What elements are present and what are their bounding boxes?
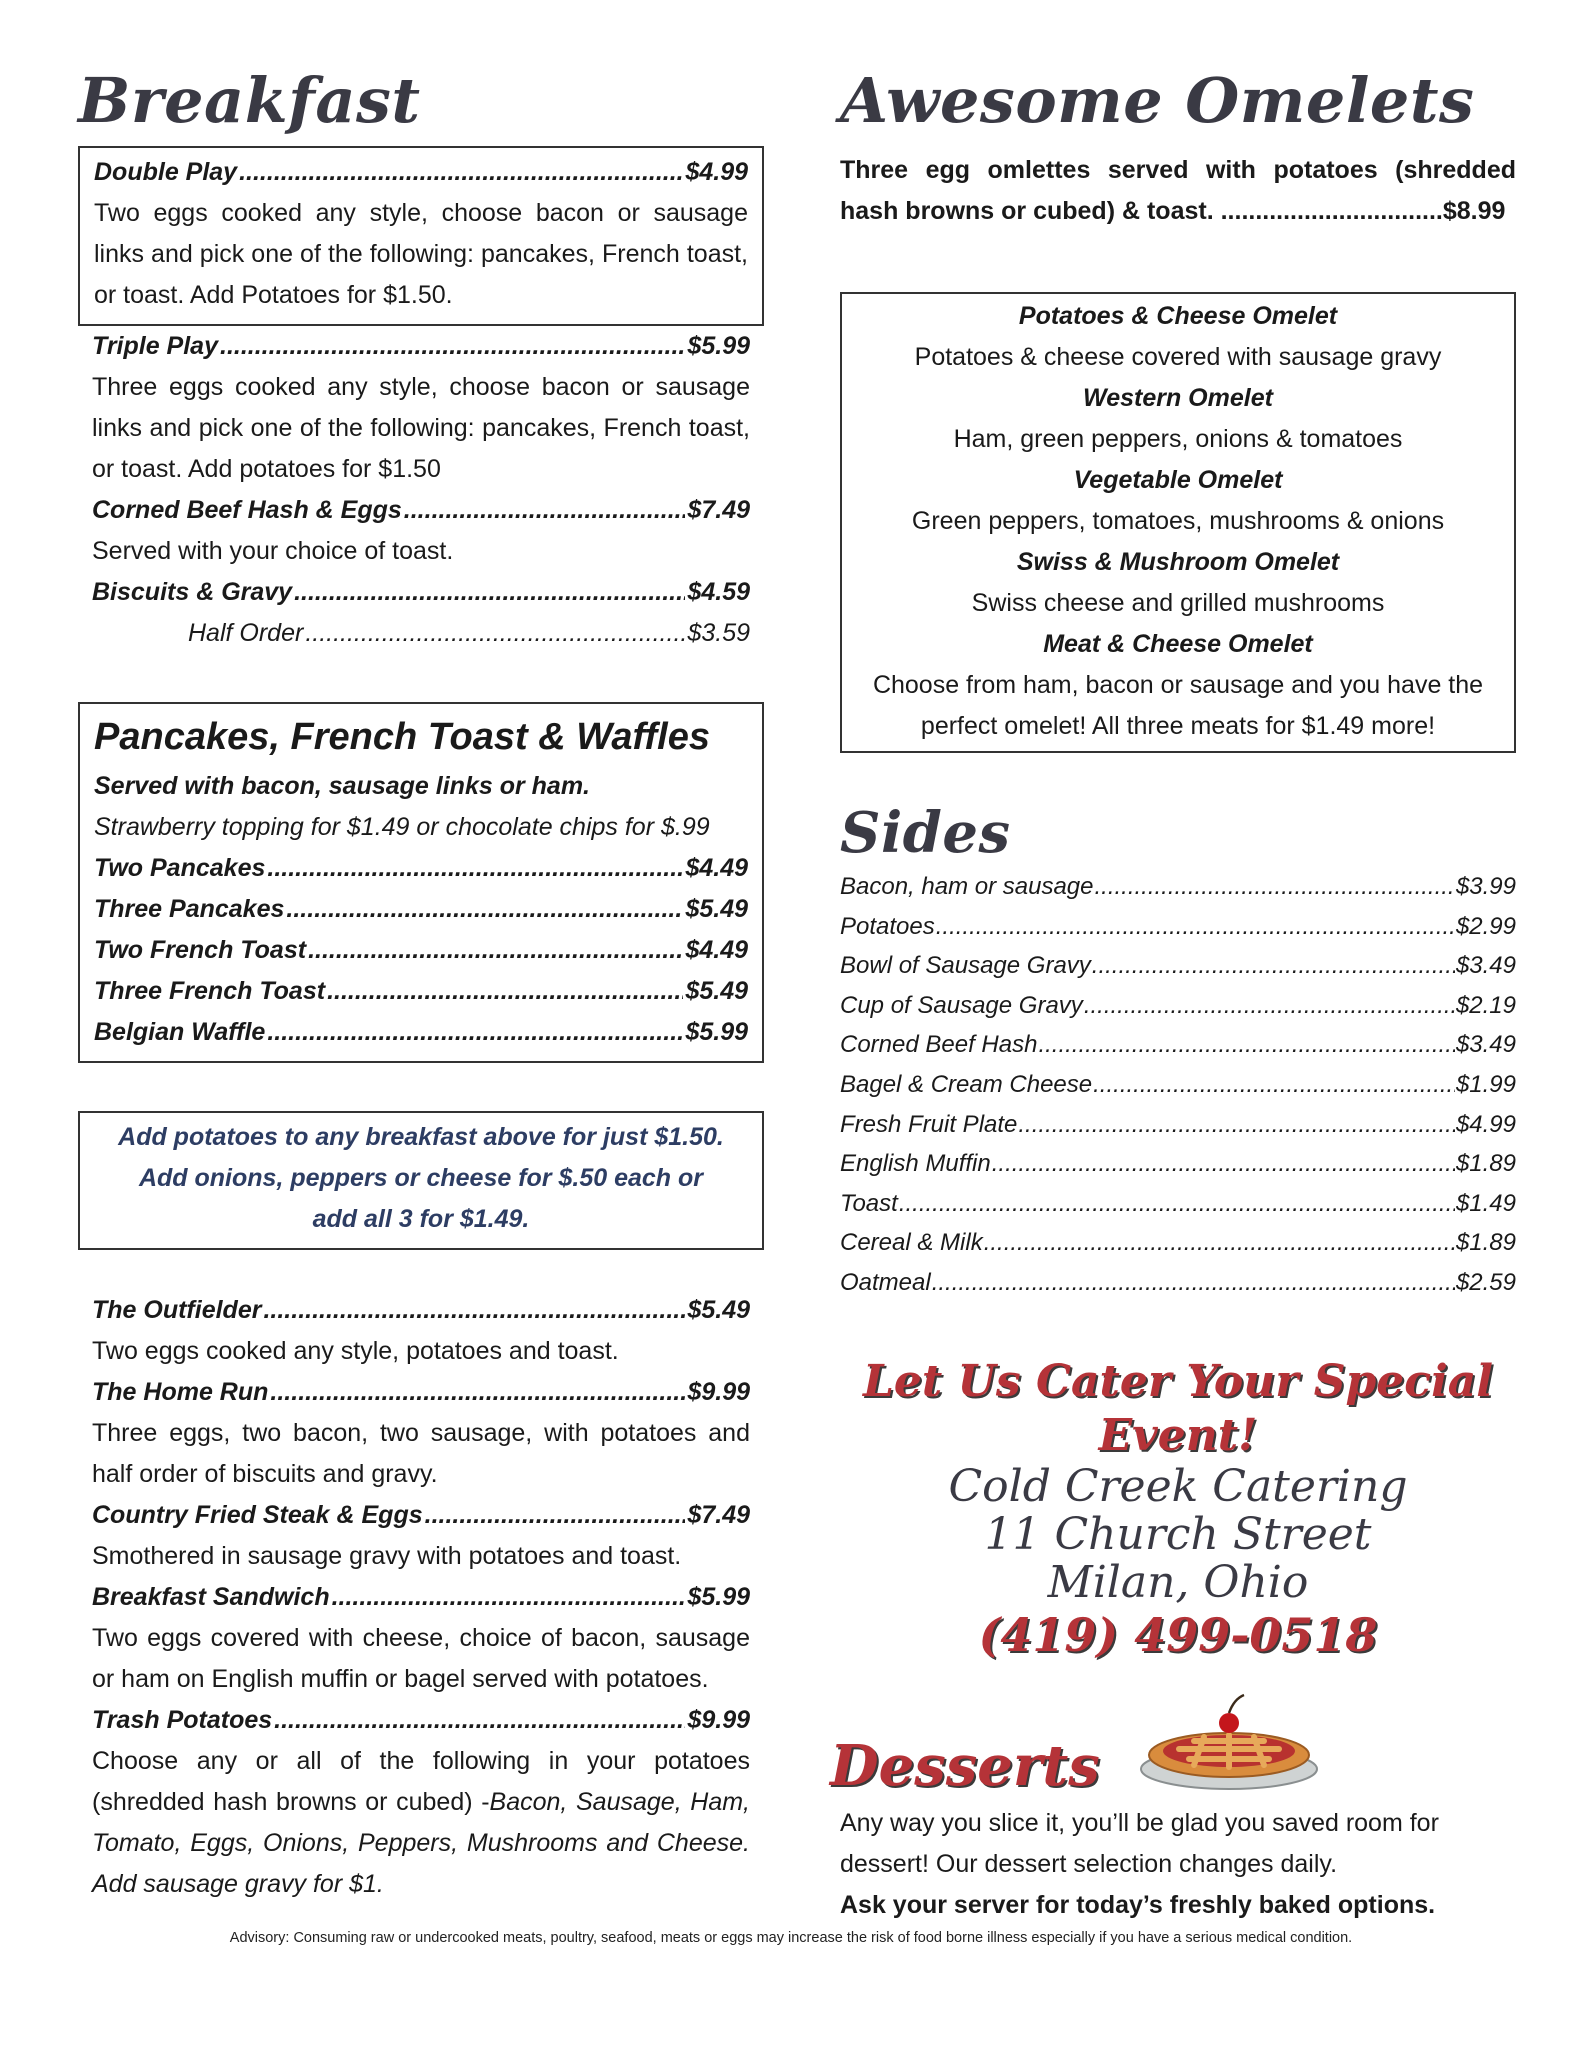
menu-item-two-french-toast bbox=[94, 930, 748, 971]
addons-line-3: add all 3 for $1.49. bbox=[312, 1205, 530, 1233]
item-price: $5.99 bbox=[687, 1583, 750, 1611]
side-price: $3.49 bbox=[1455, 1031, 1516, 1059]
side-price: $1.99 bbox=[1455, 1070, 1516, 1098]
side-name: Bagel & Cream Cheese bbox=[840, 1070, 1093, 1098]
side-price: $1.49 bbox=[1455, 1189, 1516, 1217]
item-name: Half Order bbox=[188, 619, 304, 647]
side-item bbox=[840, 1223, 1516, 1263]
catering-name: Cold Creek Catering bbox=[948, 1460, 1408, 1512]
desserts-text: Any way you slice it, you’ll be glad you saved room for dessert! Our dessert selection changes daily. bbox=[840, 1808, 1439, 1878]
item-name: Corned Beef Hash & Eggs bbox=[92, 496, 402, 524]
desserts-header bbox=[830, 1689, 1516, 1799]
side-price: $1.89 bbox=[1455, 1229, 1516, 1257]
omelet-description: Ham, green peppers, onions & tomatoes bbox=[953, 425, 1403, 453]
item-price: $5.49 bbox=[687, 1296, 750, 1324]
addons-line-2: Add onions, peppers or cheese for $.50 each or bbox=[138, 1164, 704, 1192]
item-price: $4.49 bbox=[685, 936, 748, 964]
menu-item-biscuits-gravy bbox=[92, 572, 750, 613]
item-price: $4.99 bbox=[685, 158, 748, 186]
side-item bbox=[840, 1263, 1516, 1303]
item-description: Served with your choice of toast. bbox=[92, 537, 454, 565]
omelets-intro: Three egg omlettes served with potatoes (shredded hash browns or cubed) & toast. ................................$8.99 bbox=[840, 156, 1516, 225]
sides-list bbox=[840, 867, 1516, 1303]
menu-item-two-pancakes bbox=[94, 848, 748, 889]
catering-street: 11 Church Street bbox=[984, 1508, 1372, 1560]
item-name: The Outfielder bbox=[92, 1296, 262, 1324]
menu-item-double-play bbox=[94, 152, 748, 193]
side-item bbox=[840, 907, 1516, 947]
menu-item-trash-potatoes bbox=[92, 1700, 750, 1741]
omelet-description: Potatoes & cheese covered with sausage gravy bbox=[914, 343, 1442, 371]
advisory-footer: Advisory: Consuming raw or undercooked meats, poultry, seafood, meats or eggs may increase the risk of food borne illness especially if you have a serious medical condition. bbox=[229, 1930, 1353, 1946]
item-name: Triple Play bbox=[92, 332, 218, 360]
omelet-name: Swiss & Mushroom Omelet bbox=[1016, 548, 1340, 576]
item-description: Smothered in sausage gravy with potatoes and toast. bbox=[92, 1542, 682, 1570]
item-name: Two French Toast bbox=[94, 936, 307, 964]
item-name: Three French Toast bbox=[94, 977, 326, 1005]
menu-item-breakfast-sandwich bbox=[92, 1577, 750, 1618]
item-price: $5.99 bbox=[687, 332, 750, 360]
right-column bbox=[830, 60, 1516, 1926]
side-item bbox=[840, 1065, 1516, 1105]
side-price: $3.49 bbox=[1455, 952, 1516, 980]
omelet-description: Green peppers, tomatoes, mushrooms & onions bbox=[911, 507, 1445, 535]
side-name: Potatoes bbox=[840, 912, 935, 940]
item-price: $4.59 bbox=[687, 578, 750, 606]
menu-item-triple-play bbox=[92, 326, 750, 367]
item-price: $5.49 bbox=[685, 895, 748, 923]
side-name: Bacon, ham or sausage bbox=[840, 873, 1094, 900]
item-description: Two eggs covered with cheese, choice of bacon, sausage or ham on English muffin or bagel served with potatoes. bbox=[92, 1624, 750, 1693]
double-play-box bbox=[78, 146, 764, 326]
side-name: Oatmeal bbox=[840, 1268, 931, 1296]
addons-note-box bbox=[78, 1111, 764, 1250]
menu-item-country-fried-steak bbox=[92, 1495, 750, 1536]
side-price: $3.99 bbox=[1455, 873, 1516, 900]
breakfast-list bbox=[78, 326, 764, 654]
pancakes-heading: Pancakes, French Toast & Waffles bbox=[94, 716, 710, 758]
trash-desc-plain: Choose any or all of the following in your potatoes (shredded hash browns or cubed) - bbox=[92, 1747, 750, 1816]
pancakes-box bbox=[78, 702, 764, 1063]
item-price: $3.59 bbox=[687, 619, 750, 647]
side-item bbox=[840, 986, 1516, 1026]
item-name: Biscuits & Gravy bbox=[92, 578, 293, 606]
side-name: Cup of Sausage Gravy bbox=[840, 991, 1083, 1019]
item-description: Two eggs cooked any style, potatoes and toast. bbox=[92, 1337, 619, 1365]
trash-desc-italic: Bacon, Sausage, Ham, Tomato, Eggs, Onions, Peppers, Mushrooms and Cheese. Add sausage gravy for $1. bbox=[92, 1788, 750, 1898]
item-price: $7.49 bbox=[687, 496, 750, 524]
item-price: $7.49 bbox=[687, 1501, 750, 1529]
item-description: Three eggs cooked any style, choose bacon or sausage links and pick one of the following: pancakes, French toast, or toast. Add potatoes for $1.50 bbox=[92, 373, 750, 483]
side-price: $2.59 bbox=[1455, 1268, 1516, 1296]
omelets-heading: Awesome Omelets bbox=[840, 64, 1475, 137]
item-name: Belgian Waffle bbox=[94, 1018, 266, 1046]
side-name: Bowl of Sausage Gravy bbox=[840, 952, 1091, 980]
catering-city: Milan, Ohio bbox=[1047, 1556, 1309, 1608]
side-item bbox=[840, 946, 1516, 986]
side-name: English Muffin bbox=[840, 1150, 991, 1178]
side-item bbox=[840, 1025, 1516, 1065]
item-price: $5.99 bbox=[685, 1018, 748, 1046]
menu-item-home-run bbox=[92, 1372, 750, 1413]
item-price: $9.99 bbox=[687, 1706, 750, 1734]
catering-phone: (419) 499-0518 bbox=[978, 1607, 1378, 1662]
menu-item-corned-beef-hash bbox=[92, 490, 750, 531]
side-name: Corned Beef Hash bbox=[840, 1031, 1038, 1059]
omelet-name: Western Omelet bbox=[1083, 384, 1273, 412]
item-name: Breakfast Sandwich bbox=[92, 1583, 330, 1611]
omelet-name: Potatoes & Cheese Omelet bbox=[1018, 302, 1338, 330]
item-price: $9.99 bbox=[687, 1378, 750, 1406]
side-price: $4.99 bbox=[1455, 1110, 1516, 1138]
omelets-intro-text: Three egg omlettes served with potatoes (shredded hash browns or cubed) & toast. bbox=[840, 156, 1516, 225]
pancakes-topping-note: Strawberry topping for $1.49 or chocolate chips for $.99 bbox=[94, 813, 710, 841]
catering-block bbox=[840, 1355, 1516, 1663]
item-description: Three eggs, two bacon, two sausage, with potatoes and half order of biscuits and gravy. bbox=[92, 1419, 750, 1488]
desserts-heading: Desserts bbox=[830, 1732, 1100, 1799]
catering-banner: Let Us Cater Your Special Event! bbox=[862, 1355, 1494, 1461]
addons-line-1: Add potatoes to any breakfast above for just $1.50. bbox=[118, 1123, 724, 1151]
side-price: $2.99 bbox=[1455, 912, 1516, 940]
omelet-name: Vegetable Omelet bbox=[1073, 466, 1283, 494]
omelet-description: Swiss cheese and grilled mushrooms bbox=[971, 589, 1385, 617]
side-price: $2.19 bbox=[1455, 991, 1516, 1019]
breakfast-heading: Breakfast bbox=[78, 64, 421, 137]
menu-item-half-order bbox=[92, 613, 750, 654]
left-column bbox=[78, 60, 764, 1905]
item-description bbox=[92, 1741, 750, 1905]
omelet-name: Meat & Cheese Omelet bbox=[1043, 630, 1313, 658]
side-name: Fresh Fruit Plate bbox=[840, 1110, 1018, 1138]
item-description: Two eggs cooked any style, choose bacon or sausage links and pick one of the following: pancakes, French toast, or toast. Add Potatoes for $1.50. bbox=[94, 199, 748, 309]
omelets-box bbox=[840, 292, 1516, 753]
side-item bbox=[840, 867, 1516, 907]
pancakes-served-note: Served with bacon, sausage links or ham. bbox=[94, 772, 590, 800]
omelets-intro-price: $8.99 bbox=[1442, 197, 1506, 225]
side-name: Toast bbox=[840, 1189, 898, 1217]
pie-icon bbox=[1134, 1689, 1324, 1799]
side-item bbox=[840, 1144, 1516, 1184]
omelet-description: Choose from ham, bacon or sausage and you have the perfect omelet! All three meats for $1.49 more! bbox=[872, 671, 1484, 740]
side-price: $1.89 bbox=[1455, 1150, 1516, 1178]
desserts-ask: Ask your server for today’s freshly baked options. bbox=[840, 1890, 1436, 1919]
item-name: Trash Potatoes bbox=[92, 1706, 273, 1734]
item-price: $5.49 bbox=[685, 977, 748, 1005]
menu-item-three-french-toast bbox=[94, 971, 748, 1012]
menu-item-belgian-waffle bbox=[94, 1012, 748, 1053]
menu-item-three-pancakes bbox=[94, 889, 748, 930]
item-name: Three Pancakes bbox=[94, 895, 285, 923]
item-name: Two Pancakes bbox=[94, 854, 266, 882]
item-price: $4.49 bbox=[685, 854, 748, 882]
item-name: The Home Run bbox=[92, 1378, 269, 1406]
item-name: Double Play bbox=[94, 158, 238, 186]
side-item bbox=[840, 1105, 1516, 1145]
item-name: Country Fried Steak & Eggs bbox=[92, 1501, 423, 1529]
sides-heading: Sides bbox=[840, 800, 1011, 866]
side-name: Cereal & Milk bbox=[840, 1229, 983, 1257]
specials-list bbox=[78, 1290, 764, 1905]
menu-item-outfielder bbox=[92, 1290, 750, 1331]
side-item bbox=[840, 1184, 1516, 1224]
